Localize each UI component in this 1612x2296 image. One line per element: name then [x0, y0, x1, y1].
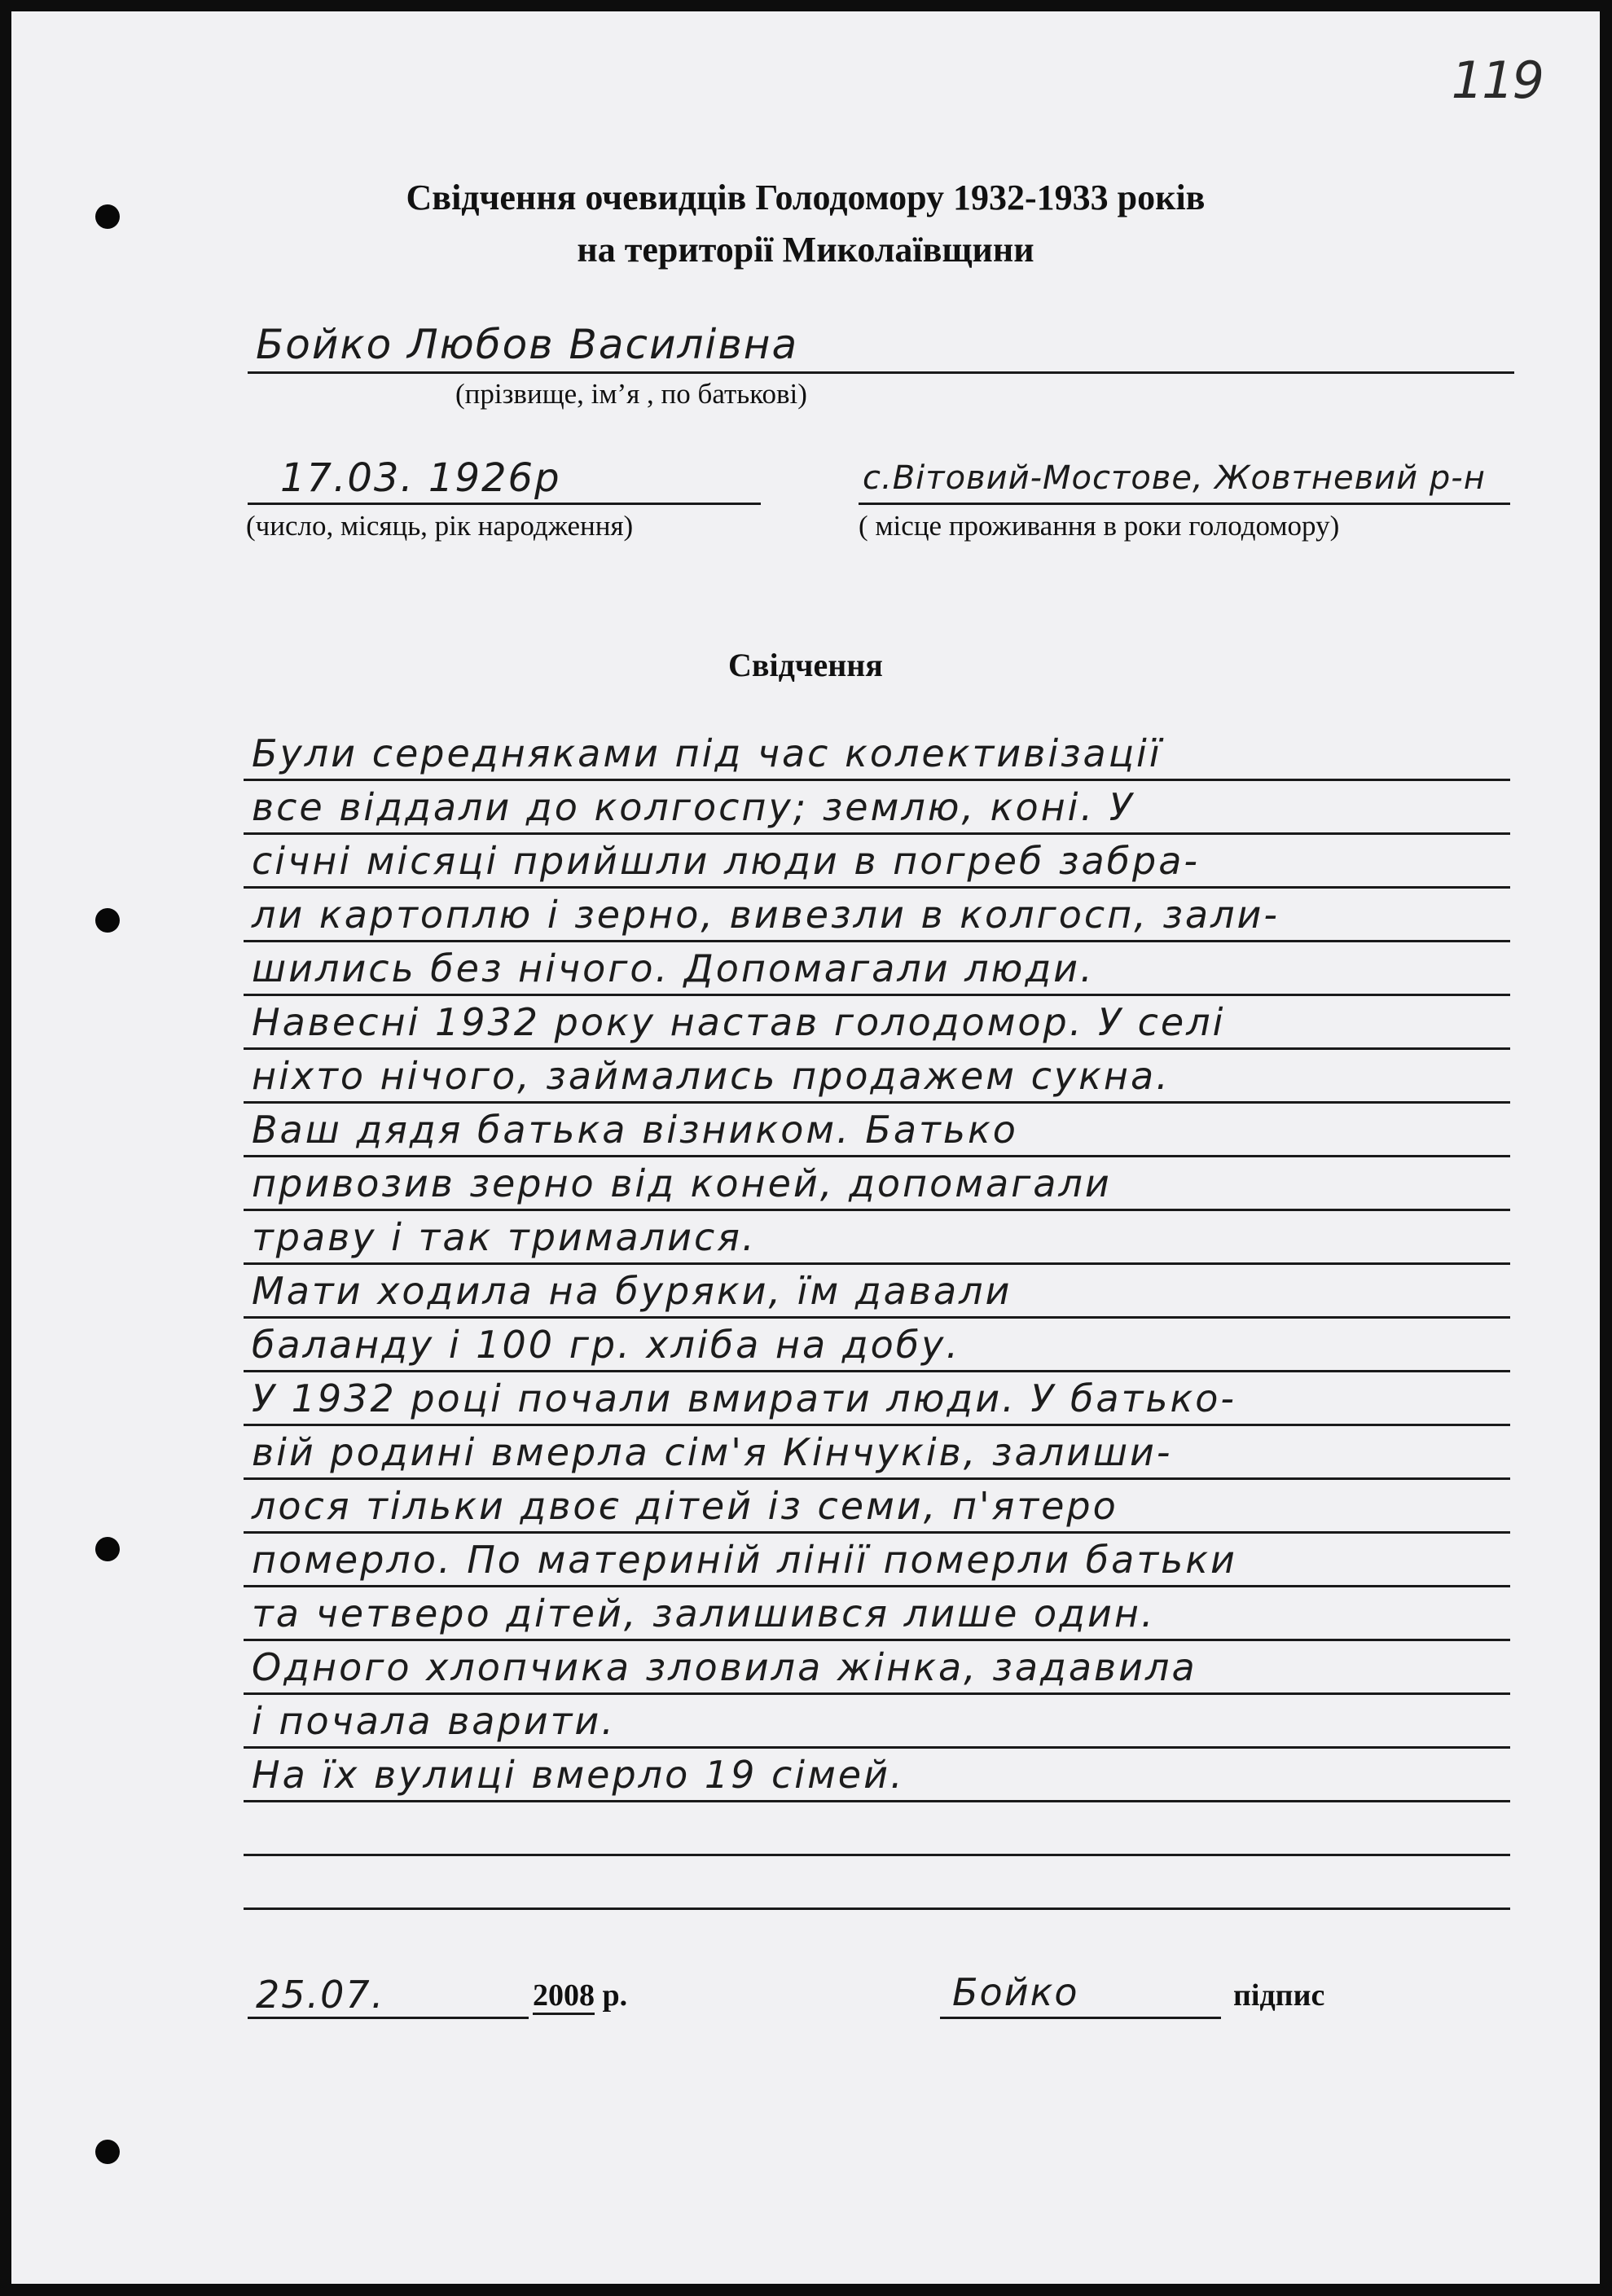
document-title-line2: на території Миколаївщини — [577, 230, 1034, 270]
testimony-line-text: У 1932 році почали вмирати люди. У батько- — [252, 1376, 1237, 1420]
residence-line — [859, 503, 1510, 505]
testimony-line-text: і почала варити. — [252, 1699, 616, 1743]
testimony-line — [244, 1692, 1510, 1749]
testimony-line-text: вій родині вмерла сім'я Кінчуків, залиши- — [252, 1430, 1173, 1474]
residence-value: с.Вітовий-Мостове, Жовтневий р-н — [863, 459, 1486, 497]
testimony-line-text: Ваш дядя батька візником. Батько — [252, 1108, 1018, 1152]
testimony-line — [244, 1585, 1510, 1641]
punch-hole-bottom — [95, 2140, 120, 2164]
testimony-line-text: січні місяці прийшли люди в погреб забра- — [252, 839, 1201, 883]
testimony-line-text: привозив зерно від коней, допомагали — [252, 1161, 1112, 1205]
signing-year-value: 2008 — [533, 1978, 595, 2015]
testimony-line — [244, 1370, 1510, 1426]
testimony-line-text: Навесні 1932 року настав голодомор. У селі — [252, 1000, 1226, 1044]
testimony-line — [244, 1262, 1510, 1319]
testimony-line — [244, 994, 1510, 1050]
testimony-line — [244, 1531, 1510, 1587]
testimony-line — [244, 1155, 1510, 1211]
page-number: 119 — [1451, 50, 1543, 110]
testimony-line — [244, 1047, 1510, 1104]
testimony-line — [244, 886, 1510, 942]
testimony-line — [244, 1209, 1510, 1265]
testimony-line-text: Одного хлопчика зловила жінка, задавила — [252, 1645, 1197, 1689]
testimony-line — [244, 1424, 1510, 1480]
testimony-line — [244, 1800, 1510, 1856]
testimony-line-text: баланду і 100 гр. хліба на добу. — [252, 1323, 960, 1367]
testimony-line — [244, 725, 1510, 781]
testimony-line — [244, 1639, 1510, 1695]
residence-caption: ( місце проживання в роки голодомору) — [859, 510, 1340, 542]
full-name-caption: (прізвище, ім’я , по батькові) — [455, 378, 807, 410]
signature-line — [940, 2017, 1221, 2019]
testimony-line-text: все віддали до колгоспу; землю, коні. У — [252, 785, 1135, 829]
birth-date-caption: (число, місяць, рік народження) — [246, 510, 634, 542]
testimony-line-text: На їх вулиці вмерло 19 сімей. — [252, 1753, 905, 1797]
testimony-line — [244, 1746, 1510, 1802]
signing-date-line — [248, 2017, 529, 2019]
punch-hole-lower-middle — [95, 1537, 120, 1561]
testimony-line-text: Були середняками під час колективізації — [252, 731, 1162, 775]
document-title-line1: Свідчення очевидців Голодомору 1932-1933 років — [406, 178, 1206, 217]
full-name-value: Бойко Любов Василівна — [256, 321, 799, 368]
testimony-line-text: померло. По материній лінії померли батьки — [252, 1538, 1237, 1582]
testimony-line — [244, 1101, 1510, 1157]
birth-date-value: 17.03. 1926р — [280, 455, 561, 501]
punch-hole-upper-middle — [95, 908, 120, 933]
testimony-line — [244, 1854, 1510, 1910]
testimony-line-text: траву і так трималися. — [252, 1215, 757, 1259]
testimony-line — [244, 1477, 1510, 1534]
signing-year-suffix: р. — [602, 1978, 628, 2013]
testimony-line-text: ли картоплю і зерно, вивезли в колгосп, зали- — [252, 893, 1280, 937]
signature: Бойко — [952, 1970, 1079, 2014]
signing-date-value: 25.07. — [256, 1973, 385, 2017]
signing-year — [533, 1978, 627, 2013]
testimony-line — [244, 832, 1510, 889]
testimony-line — [244, 940, 1510, 996]
signature-label: підпис — [1233, 1978, 1325, 2013]
document-page — [11, 11, 1600, 2284]
testimony-line-text: та четверо дітей, залишився лише один. — [252, 1591, 1156, 1635]
testimony-heading: Свідчення — [728, 647, 883, 683]
testimony-line-text: ніхто нічого, займались продажем сукна. — [252, 1054, 1171, 1098]
testimony-line — [244, 1316, 1510, 1372]
birth-date-line — [248, 503, 761, 505]
testimony-line-text: лося тільки двоє дітей із семи, п'ятеро — [252, 1484, 1118, 1528]
testimony-line-text: шились без нічого. Допомагали люди. — [252, 946, 1095, 990]
testimony-line — [244, 779, 1510, 835]
testimony-line-text: Мати ходила на буряки, їм давали — [252, 1269, 1012, 1313]
full-name-line — [248, 371, 1514, 374]
